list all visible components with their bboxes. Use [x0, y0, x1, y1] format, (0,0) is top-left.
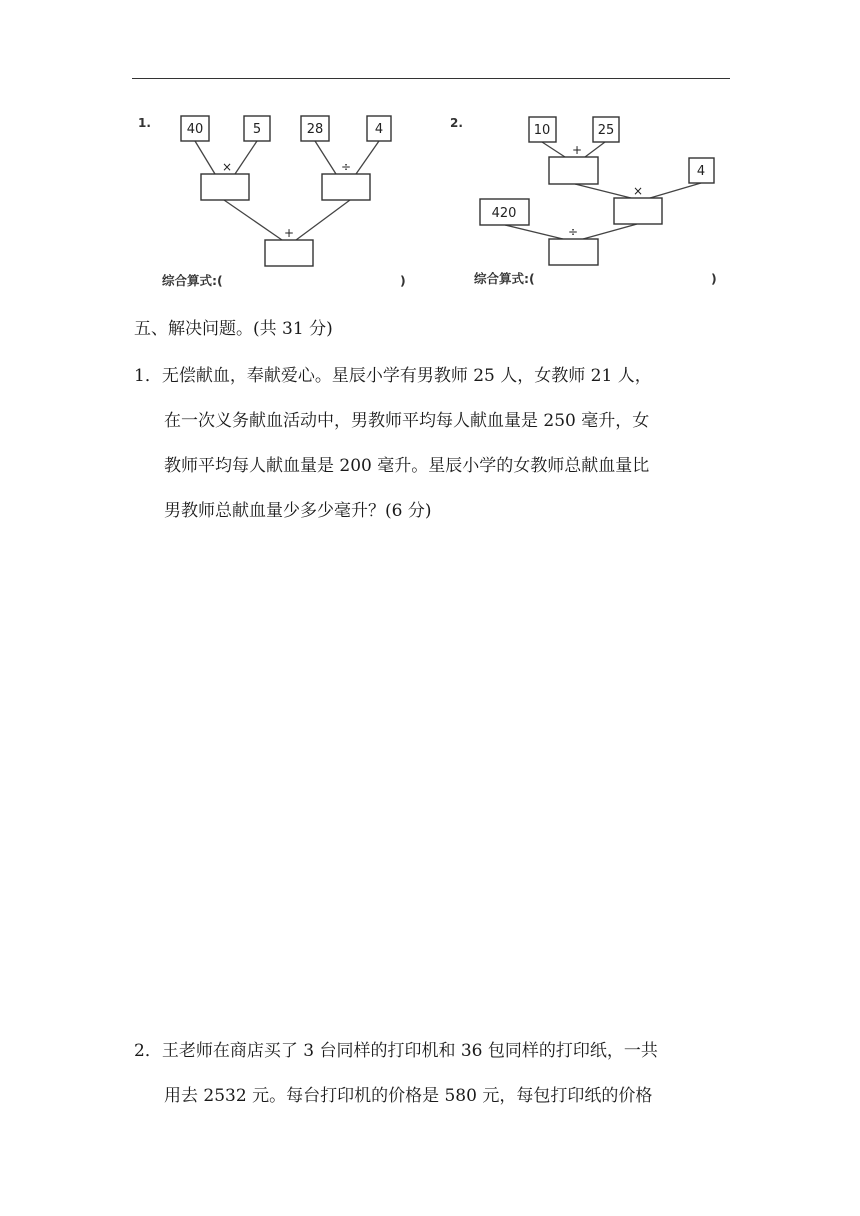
operator-sign: × — [632, 184, 644, 198]
problem-1-line: 在一次义务献血活动中，男教师平均每人献血量是 250 毫升，女 — [164, 411, 650, 431]
input-value: 28 — [306, 122, 324, 137]
result-box[interactable] — [201, 174, 249, 200]
connector — [583, 224, 637, 239]
input-value: 420 — [491, 206, 517, 221]
operator-sign: + — [283, 226, 295, 240]
problem-2-line: 用去 2532 元。每台打印机的价格是 580 元，每包打印纸的价格 — [164, 1086, 653, 1106]
connector — [585, 142, 605, 157]
input-value: 4 — [696, 164, 706, 179]
connector — [235, 141, 257, 174]
result-box[interactable] — [614, 198, 662, 224]
top-rule — [132, 78, 730, 79]
input-value: 4 — [374, 122, 384, 137]
diagram-1 — [138, 116, 406, 288]
connector — [505, 225, 563, 239]
connector — [195, 141, 215, 174]
connector — [542, 142, 565, 157]
connector — [650, 183, 701, 198]
operator-sign: × — [221, 160, 233, 174]
section-title: 五、解决问题。(共 31 分) — [134, 319, 333, 339]
connector — [315, 141, 336, 174]
diagram-2-number: 2. — [450, 116, 463, 130]
operator-sign: + — [571, 143, 583, 157]
operator-sign: ÷ — [340, 160, 352, 174]
input-value: 5 — [252, 122, 262, 137]
problem-1-line: 教师平均每人献血量是 200 毫升。星辰小学的女教师总献血量比 — [164, 456, 650, 476]
input-value: 25 — [597, 123, 615, 138]
connector — [296, 200, 350, 240]
problem-2-line: 2．王老师在商店买了 3 台同样的打印机和 36 包同样的打印纸，一共 — [134, 1041, 658, 1061]
connector — [224, 200, 282, 240]
problem-1-line: 1．无偿献血，奉献爱心。星辰小学有男教师 25 人，女教师 21 人， — [134, 366, 652, 386]
result-box[interactable] — [322, 174, 370, 200]
final-result-box[interactable] — [265, 240, 313, 266]
result-box[interactable] — [549, 157, 598, 184]
operator-sign: ÷ — [567, 225, 579, 239]
input-value: 40 — [186, 122, 204, 137]
formula-label: 综合算式:( — [474, 271, 535, 286]
final-result-box[interactable] — [549, 239, 598, 265]
connector — [356, 141, 379, 174]
connector — [575, 184, 631, 198]
diagram-1-number: 1. — [138, 116, 151, 130]
formula-close: ) — [400, 273, 406, 288]
formula-label: 综合算式:( — [162, 273, 223, 288]
problem-1-line: 男教师总献血量少多少毫升？(6 分) — [164, 501, 432, 521]
calculation-diagrams — [0, 100, 860, 300]
input-value: 10 — [533, 123, 551, 138]
diagram-2 — [450, 116, 717, 286]
formula-close: ) — [711, 271, 717, 286]
